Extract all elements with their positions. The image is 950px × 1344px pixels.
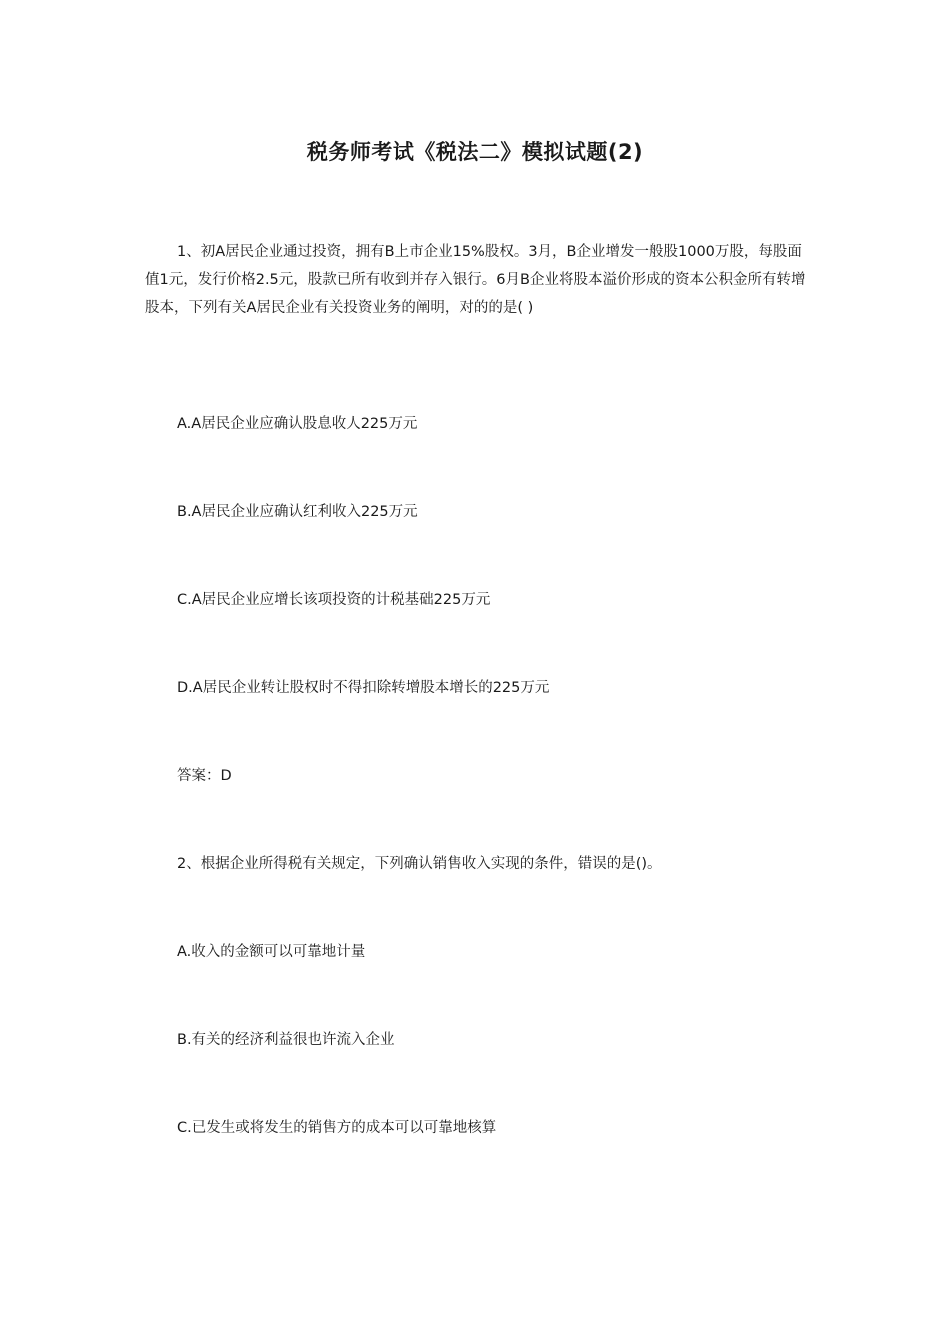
question-1-option-a: A.A居民企业应确认股息收人225万元 (177, 416, 418, 432)
question-1-answer: 答案：D (177, 768, 232, 784)
question-2-option-b: B.有关的经济利益很也许流入企业 (177, 1032, 395, 1048)
question-1-stem: 1、初A居民企业通过投资，拥有B上市企业15%股权。3月，B企业增发一般股1000万股，每股面值1元，发行价格2.5元，股款已所有收到并存入银行。6月B企业将股本溢价形成的资本公积金所有转增股本，下列有关A居民企业有关投资业务的阐明，对的的是( ) (145, 244, 806, 316)
question-2-stem: 2、根据企业所得税有关规定，下列确认销售收入实现的条件，错误的是()。 (177, 856, 662, 872)
question-2-option-a: A.收入的金额可以可靠地计量 (177, 944, 366, 960)
question-1-option-d: D.A居民企业转让股权时不得扣除转增股本增长的225万元 (177, 680, 550, 696)
question-1-option-b: B.A居民企业应确认红利收入225万元 (177, 504, 418, 520)
question-2-option-c: C.已发生或将发生的销售方的成本可以可靠地核算 (177, 1120, 497, 1136)
document-title: 税务师考试《税法二》模拟试题(2) (306, 140, 644, 164)
question-1-option-c: C.A居民企业应增长该项投资的计税基础225万元 (177, 592, 491, 608)
